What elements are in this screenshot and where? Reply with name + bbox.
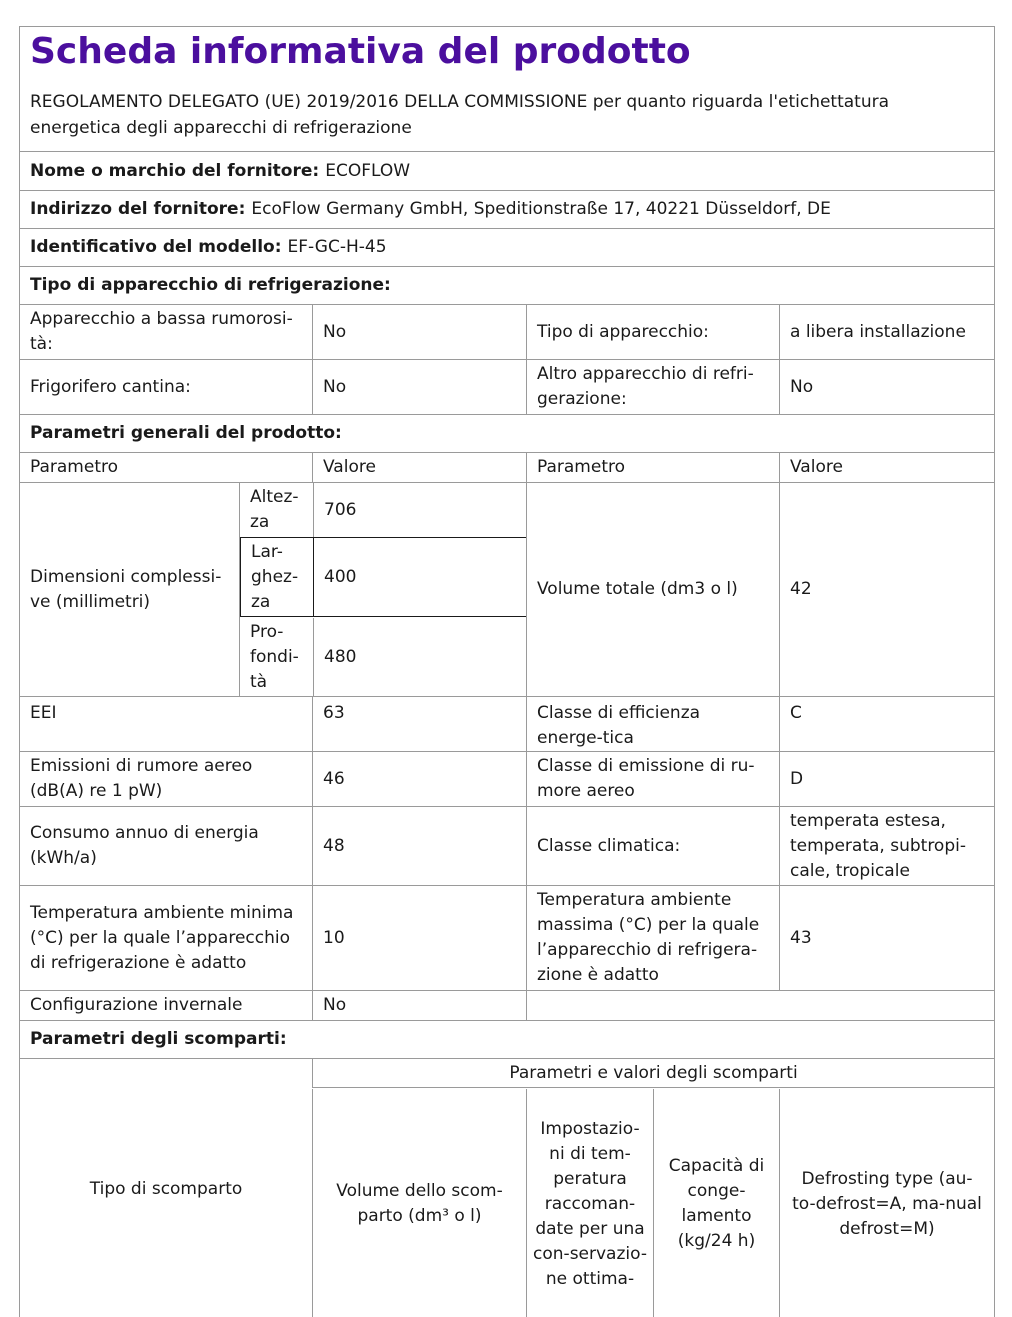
height-subrow [240,483,527,538]
compartment-type-header: Tipo di scomparto [89,1178,243,1199]
climate-class-label: Classe climatica: [526,807,779,885]
noise-class-label: Classe di emissione di ru-more aereo [526,752,779,806]
noise-row [20,752,994,807]
energy-class-label: Classe di efficienza energe-tica [526,697,779,751]
wine-storage-value: No [312,360,526,414]
energy-class-value: C [779,697,994,751]
sheet-header [20,27,994,152]
low-noise-value: No [312,305,526,359]
low-noise-row [20,305,994,360]
appliance-type-value: a libera installazione [779,305,994,359]
dimensions-label: Dimensioni complessi-ve (millimetri) [30,566,222,612]
compartments-section-row [20,1021,994,1059]
eei-label: EEI [30,703,57,723]
dimensions-row [20,483,994,697]
empty-cell [526,991,994,1020]
supplier-address-row [20,191,994,229]
model-identifier-row [20,229,994,267]
noise-emission-value: 46 [312,752,526,806]
wine-storage-row [20,360,994,415]
wine-storage-label: Frigorifero cantina: [30,376,191,397]
winter-setting-value: No [312,991,526,1020]
model-identifier-label: Identificativo del modello: [30,237,282,257]
energy-consumption-label: Consumo annuo di energia (kWh/a) [30,823,259,868]
general-params-section-row [20,415,994,453]
supplier-name-label: Nome o marchio del fornitore: [30,160,320,181]
general-params-header-row [20,453,994,483]
col-header-parameter-2: Parametro [526,453,779,482]
eei-value: 63 [312,697,526,751]
low-noise-label: Apparecchio a bassa rumorosi-tà: [30,309,293,354]
page-title: Scheda informativa del prodotto [30,31,691,72]
compartment-params-group-header: Parametri e valori degli scomparti [312,1059,994,1088]
appliance-type-label: Tipo di apparecchio: [526,305,779,359]
dimensions-subtable [239,483,527,696]
min-ambient-temp-label: Temperatura ambiente minima (°C) per la quale l’apparecchio di refrigerazione è adatto [30,902,294,973]
other-appliance-value: No [779,360,994,414]
supplier-name-value: ECOFLOW [325,160,411,181]
supplier-name-row [20,152,994,191]
winter-setting-row [20,991,994,1021]
supplier-address-value: EcoFlow Germany GmbH, Speditionstraße 17, 40221 Düsseldorf, DE [251,199,831,219]
width-value: 400 [313,538,526,616]
width-label: Lar-ghez-za [240,538,313,616]
energy-consumption-value: 48 [312,807,526,885]
col-header-value-2: Valore [779,453,994,482]
col-header-parameter: Parametro [30,457,119,477]
regulation-reference: REGOLAMENTO DELEGATO (UE) 2019/2016 DELLA COMMISSIONE per quanto riguarda l'etichettatura energetica degli apparecchi di refrigerazione [30,92,890,138]
recommended-temp-header: Impostazio-ni di tem-peratura raccoman-date per una con-servazio-ne ottima- [526,1089,653,1317]
freezing-capacity-header: Capacità di conge-lamento (kg/24 h) [653,1089,779,1317]
appliance-type-section-label: Tipo di apparecchio di refrigerazione: [30,275,391,295]
col-header-value: Valore [312,453,526,482]
depth-subrow [240,618,527,696]
energy-consumption-row [20,807,994,886]
winter-setting-label: Configurazione invernale [30,995,243,1015]
general-params-section-label: Parametri generali del prodotto: [30,423,342,443]
product-information-sheet [19,26,995,1317]
min-ambient-temp-value: 10 [312,886,526,990]
width-subrow [240,538,527,617]
total-volume-value: 42 [779,483,994,696]
model-identifier-value: EF-GC-H-45 [287,237,387,257]
other-appliance-label: Altro apparecchio di refri-gerazione: [526,360,779,414]
ambient-temperature-row [20,886,994,991]
max-ambient-temp-label: Temperatura ambiente massima (°C) per la quale l’apparecchio di refrigera-zione è adatto [526,886,779,990]
noise-class-value: D [779,752,994,806]
height-label: Altez-za [250,487,299,532]
compartments-section-label: Parametri degli scomparti: [30,1029,287,1049]
max-ambient-temp-value: 43 [779,886,994,990]
compartments-header [20,1059,994,1317]
appliance-type-section-row [20,267,994,305]
total-volume-label: Volume totale (dm3 o l) [526,483,779,696]
climate-class-value: temperata estesa, temperata, subtropi-cale, tropicale [779,807,994,885]
depth-value: 480 [313,618,527,696]
height-value: 706 [313,483,527,537]
depth-label: Pro-fondi-tà [250,621,299,692]
defrosting-type-header: Defrosting type (au-to-defrost=A, ma-nual defrost=M) [779,1089,994,1317]
compartment-volume-header: Volume dello scom-parto (dm³ o l) [312,1089,526,1317]
eei-row [20,697,994,752]
noise-emission-label: Emissioni di rumore aereo (dB(A) re 1 pW) [30,756,253,801]
supplier-address-label: Indirizzo del fornitore: [30,199,246,219]
